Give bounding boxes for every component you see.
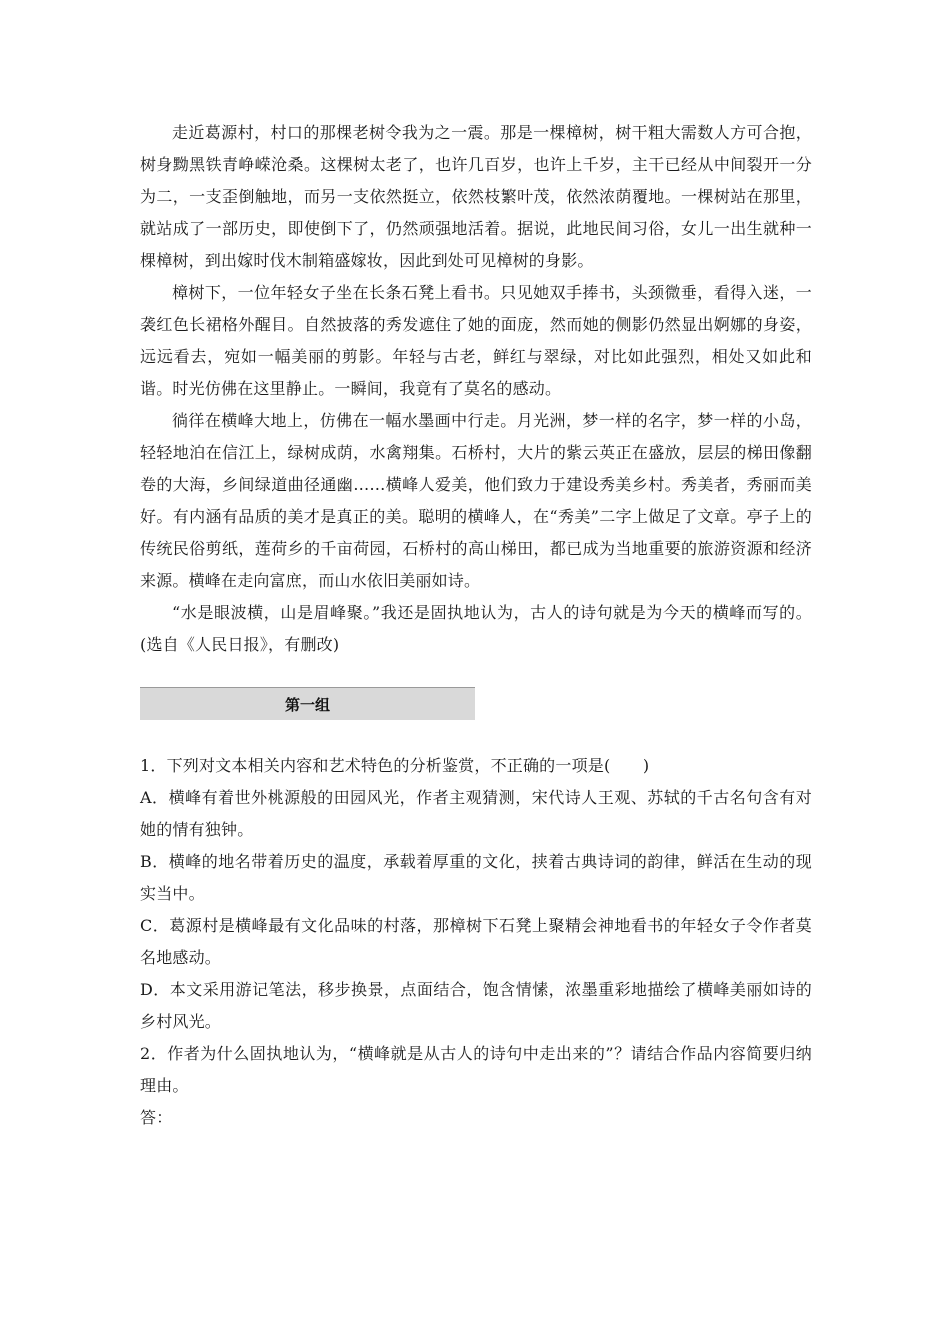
passage-paragraph-2: 樟树下，一位年轻女子坐在长条石凳上看书。只见她双手捧书，头颈微垂，看得入迷，一袭红色长裙格外醒目。自然披落的秀发遮住了她的面庞，然而她的侧影仍然显出婀娜的身姿，远远看去，宛如一幅美丽的剪影。年轻与古老，鲜红与翠绿，对比如此强烈，相处又如此和谐。时光仿佛在这里静止。一瞬间，我竟有了莫名的感动。	[140, 283, 812, 398]
passage-paragraph-4: “水是眼波横，山是眉峰聚。”我还是固执地认为，古人的诗句就是为今天的横峰而写的。(选自《人民日报》，有删改)	[140, 603, 812, 654]
question-1-option-d: D．本文采用游记笔法，移步换景，点面结合，饱含情愫，浓墨重彩地描绘了横峰美丽如诗的乡村风光。	[140, 980, 812, 1031]
section-title: 第一组	[284, 695, 330, 714]
question-1-stem: 1．下列对文本相关内容和艺术特色的分析鉴赏，不正确的一项是( )	[140, 756, 650, 775]
question-1-option-c: C．葛源村是横峰最有文化品味的村落，那樟树下石凳上聚精会神地看书的年轻女子令作者莫名地感动。	[140, 916, 812, 967]
passage	[140, 117, 812, 661]
question-list	[140, 750, 812, 1134]
question-1-option-a: A．横峰有着世外桃源般的田园风光，作者主观猜测，宋代诗人王观、苏轼的千古名句含有对她的情有独钟。	[140, 788, 812, 839]
document-page	[140, 117, 812, 1134]
passage-paragraph-3: 徜徉在横峰大地上，仿佛在一幅水墨画中行走。月光洲，梦一样的名字，梦一样的小岛，轻轻地泊在信江上，绿树成荫，水禽翔集。石桥村，大片的紫云英正在盛放，层层的梯田像翻卷的大海，乡间绿道曲径通幽……横峰人爱美，他们致力于建设秀美乡村。秀美者，秀丽而美好。有内涵有品质的美才是真正的美。聪明的横峰人，在“秀美”二字上做足了文章。亭子上的传统民俗剪纸，莲荷乡的千亩荷园，石桥村的高山梯田，都已成为当地重要的旅游资源和经济来源。横峰在走向富庶，而山水依旧美丽如诗。	[140, 411, 812, 590]
question-1-option-b: B．横峰的地名带着历史的温度，承载着厚重的文化，挟着古典诗词的韵律，鲜活在生动的现实当中。	[140, 852, 812, 903]
answer-label: 答：	[140, 1108, 173, 1127]
question-2-stem: 2．作者为什么固执地认为，“横峰就是从古人的诗句中走出来的”？请结合作品内容简要归纳理由。	[140, 1044, 812, 1095]
section-header	[140, 687, 475, 720]
passage-paragraph-1: 走近葛源村，村口的那棵老树令我为之一震。那是一棵樟树，树干粗大需数人方可合抱，树身黝黑铁青峥嵘沧桑。这棵树太老了，也许几百岁，也许上千岁，主干已经从中间裂开一分为二，一支歪倒触地，而另一支依然挺立，依然枝繁叶茂，依然浓荫覆地。一棵树站在那里，就站成了一部历史，即使倒下了，仍然顽强地活着。据说，此地民间习俗，女儿一出生就种一棵樟树，到出嫁时伐木制箱盛嫁妆，因此到处可见樟树的身影。	[140, 123, 812, 270]
